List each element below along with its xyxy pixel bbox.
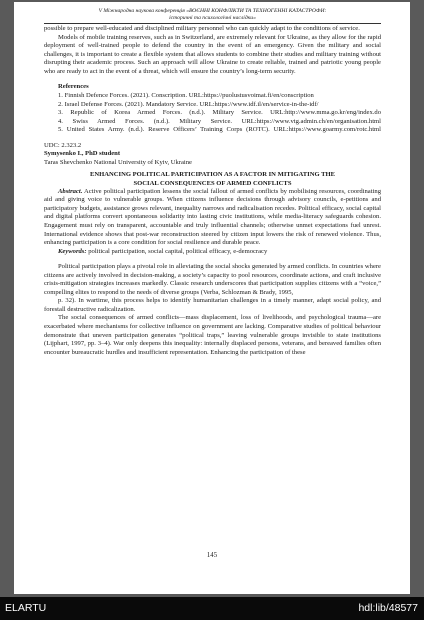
keywords-label: Keywords: <box>58 247 87 255</box>
reference-item: 3. Republic of Korea Armed Forces. (n.d.). Military Service. URL:http://www.mma.go.kr/eng/index.do <box>58 109 381 117</box>
udc-code: UDC: 2.323.2 <box>44 141 82 149</box>
abstract <box>44 188 381 248</box>
running-head-line-2: історичні та психологічні наслідки» <box>169 14 256 21</box>
document-page <box>14 2 410 594</box>
author-name: Symysenko I., PhD student <box>44 150 121 158</box>
repository-footer <box>0 597 424 620</box>
article-title-line-1: ENHANCING POLITICAL PARTICIPATION AS A FACTOR IN MITIGATING THE <box>89 171 336 179</box>
repository-name: ELARTU <box>5 602 47 614</box>
article-title <box>44 171 381 187</box>
references-heading: References <box>58 83 89 91</box>
running-head <box>44 8 381 24</box>
intro-paragraph: Models of mobile training reserves, such as in Switzerland, are extremely relevant for Ukraine, as they allow for the rapid deployment of well-trained people to defend the country in the event of an emergency. Given the military and social challenges, it is important to create a flexible system that allows students to combine their studies and military training without disrupting their academic process. Such an approach will allow Ukraine to create reliable, trained and patriotic young people who are ready to act in the event of a threat, which will ensure the country’s long-term security. <box>44 33 381 75</box>
page-number: 145 <box>206 552 218 559</box>
author-affiliation: Taras Shevchenko National University of Kyiv, Ukraine <box>44 158 192 166</box>
keywords-text: political participation, social capital, political efficacy, e-democracy <box>86 247 268 255</box>
abstract-label: Abstract. <box>58 187 83 195</box>
reference-item: 1. Finnish Defence Forces. (2021). Conscription. URL:https://puolustusvoimat.fi/en/conscription <box>58 92 314 100</box>
handle-id: hdl:lib/48577 <box>358 602 418 614</box>
body-paragraph: Political participation plays a pivotal role in alleviating the social shocks generated by armed conflicts. In countries where citizens are actively involved in decision-making, a society’s capacity to pool resources, coordinate actions, and craft inclusive crisis-mitigation strategies increases markedly. Classic research underscores that participation supplies citizens with a “voice,” compelling elites to respond to the needs of diverse groups (Verba, Schlozman & Brady, 1995, <box>44 263 381 296</box>
reference-item: 2. Israel Defense Forces. (2021). Mandatory Service. URL:https://www.idf.il/en/service-in-the-idf/ <box>58 100 319 108</box>
reference-item: 4. Swiss Armed Forces. (n.d.). Military Service. URL:https://www.vtg.admin.ch/en/organisation.html <box>58 117 381 125</box>
abstract-text: Active political participation lessens the social fallout of armed conflicts by mobilising resources, coordinating aid and giving voice to vulnerable groups. When citizens influence decisions through advisory councils, e-petitions and participatory budgets, assistance grows relevant, inequality narrows and radicalisation recedes. Political efficacy, social capital and digital platforms convert spontaneous solidarity into lasting civic institutions, while media-literacy safeguards cohesion. Engagement must rely on transparent, accountable and truly influential channels; otherwise unmet expectations fuel unrest. International evidence shows that post-war reconstruction steered by citizen input lowers the risk of renewed violence. Thus, enhancing participation is a core condition for social resilience and durable peace. <box>44 187 381 247</box>
running-head-line-1: V Міжнародна наукова конференція «ВОЄННІ КОНФЛІКТИ ТА ТЕХНОГЕННІ КАТАСТРОФИ: <box>98 8 327 14</box>
body-paragraph: p. 32). In wartime, this process helps to identify humanitarian challenges in a timely manner, adapt social policy, and forestall destructive radicalization. <box>44 297 381 313</box>
reference-item: 5. United States Army. (n.d.). Reserve Officers’ Training Corps (ROTC). URL:https://www.goarmy.com/rotc.html <box>58 126 381 134</box>
body-paragraph: The social consequences of armed conflicts—mass displacement, loss of livelihoods, and psychological trauma—are exacerbated where mechanisms for collective influence on government are lacking. Comparative studies of political behaviour demonstrate that uneven participation generates “political traps,” leaving vulnerable groups invisible to state institutions (Lijphart, 1997, pp. 3–4). War only deepens this inequality: internally displaced persons, veterans, and bereaved families often encounter bureaucratic hurdles and insufficient representation. Enhancing the participation of these <box>44 314 381 356</box>
keywords <box>44 248 381 257</box>
article-title-line-2: SOCIAL CONSEQUENCES OF ARMED CONFLICTS <box>133 179 292 187</box>
intro-paragraph: possible to prepare well-educated and disciplined military personnel who can quickly adapt to the conditions of service. <box>44 25 360 33</box>
